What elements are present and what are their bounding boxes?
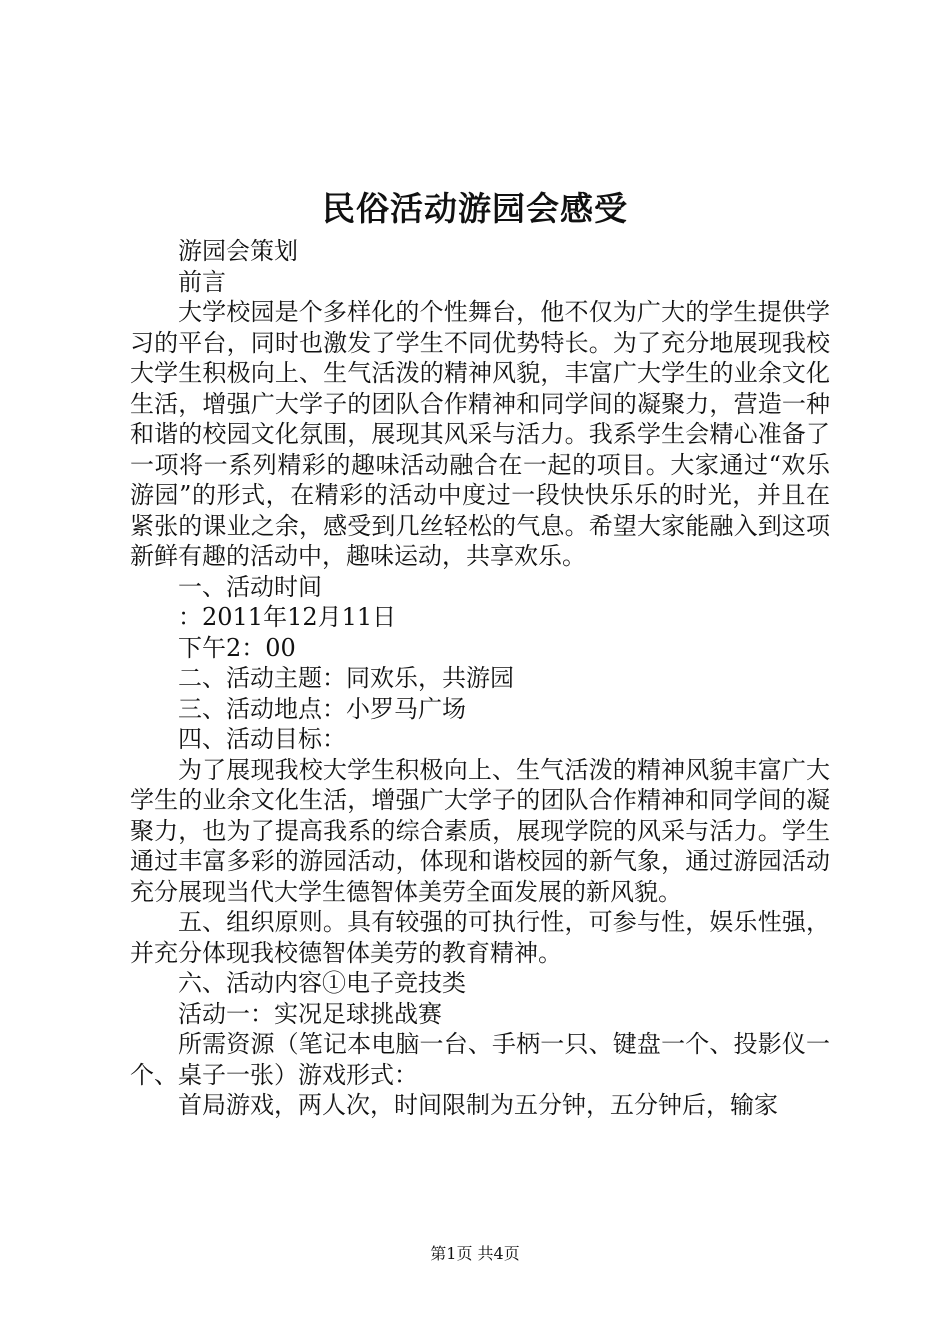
paragraph-content-heading: 六、活动内容①电子竞技类 <box>178 969 466 997</box>
paragraph-time-heading: 一、活动时间 <box>178 572 322 601</box>
document-body <box>130 236 830 1121</box>
paragraph-date: ：2011年12月11日 <box>178 603 397 631</box>
paragraph-game-rules: 首局游戏，两人次，时间限制为五分钟，五分钟后，输家 <box>178 1091 778 1119</box>
paragraph-resources: 所需资源（笔记本电脑一台、手柄一只、键盘一个、投影仪一个、桌子一张）游戏形式： <box>130 1030 830 1089</box>
paragraph-goals-heading: 四、活动目标： <box>178 725 346 753</box>
paragraph-principles: 五、组织原则。具有较强的可执行性，可参与性，娱乐性强，并充分体现我校德智体美劳的教育精神。 <box>130 908 830 967</box>
paragraph-location: 三、活动地点：小罗马广场 <box>178 694 466 723</box>
page-footer: 第1页 共4页 <box>430 1244 520 1263</box>
paragraph-time: 下午2：00 <box>178 633 296 662</box>
paragraph-activity-one: 活动一：实况足球挑战赛 <box>178 999 442 1028</box>
paragraph-theme: 二、活动主题：同欢乐，共游园 <box>178 664 514 692</box>
paragraph-plan-heading: 游园会策划 <box>178 237 298 265</box>
paragraph-goals-text: 为了展现我校大学生积极向上、生气活泼的精神风貌丰富广大学生的业余文化生活，增强广大学子的团队合作精神和同学间的凝聚力，也为了提高我系的综合素质，展现学院的风采与活力。学生通过丰富多彩的游园活动，体现和谐校园的新气象，通过游园活动充分展现当代大学生德智体美劳全面发展的新风貌。 <box>130 755 830 906</box>
paragraph-preface-text: 大学校园是个多样化的个性舞台，他不仅为广大的学生提供学习的平台，同时也激发了学生不同优势特长。为了充分地展现我校大学生积极向上、生气活泼的精神风貌，丰富广大学生的业余文化生活，增强广大学子的团队合作精神和同学间的凝聚力，营造一种和谐的校园文化氛围，展现其风采与活力。我系学生会精心准备了一项将一系列精彩的趣味活动融合在一起的项目。大家通过“欢乐游园”的形式，在精彩的活动中度过一段快快乐乐的时光，并且在紧张的课业之余，感受到几丝轻松的气息。希望大家能融入到这项新鲜有趣的活动中，趣味运动，共享欢乐。 <box>130 298 830 570</box>
document-title: 民俗活动游园会感受 <box>322 189 628 228</box>
paragraph-preface-heading: 前言 <box>178 267 226 296</box>
